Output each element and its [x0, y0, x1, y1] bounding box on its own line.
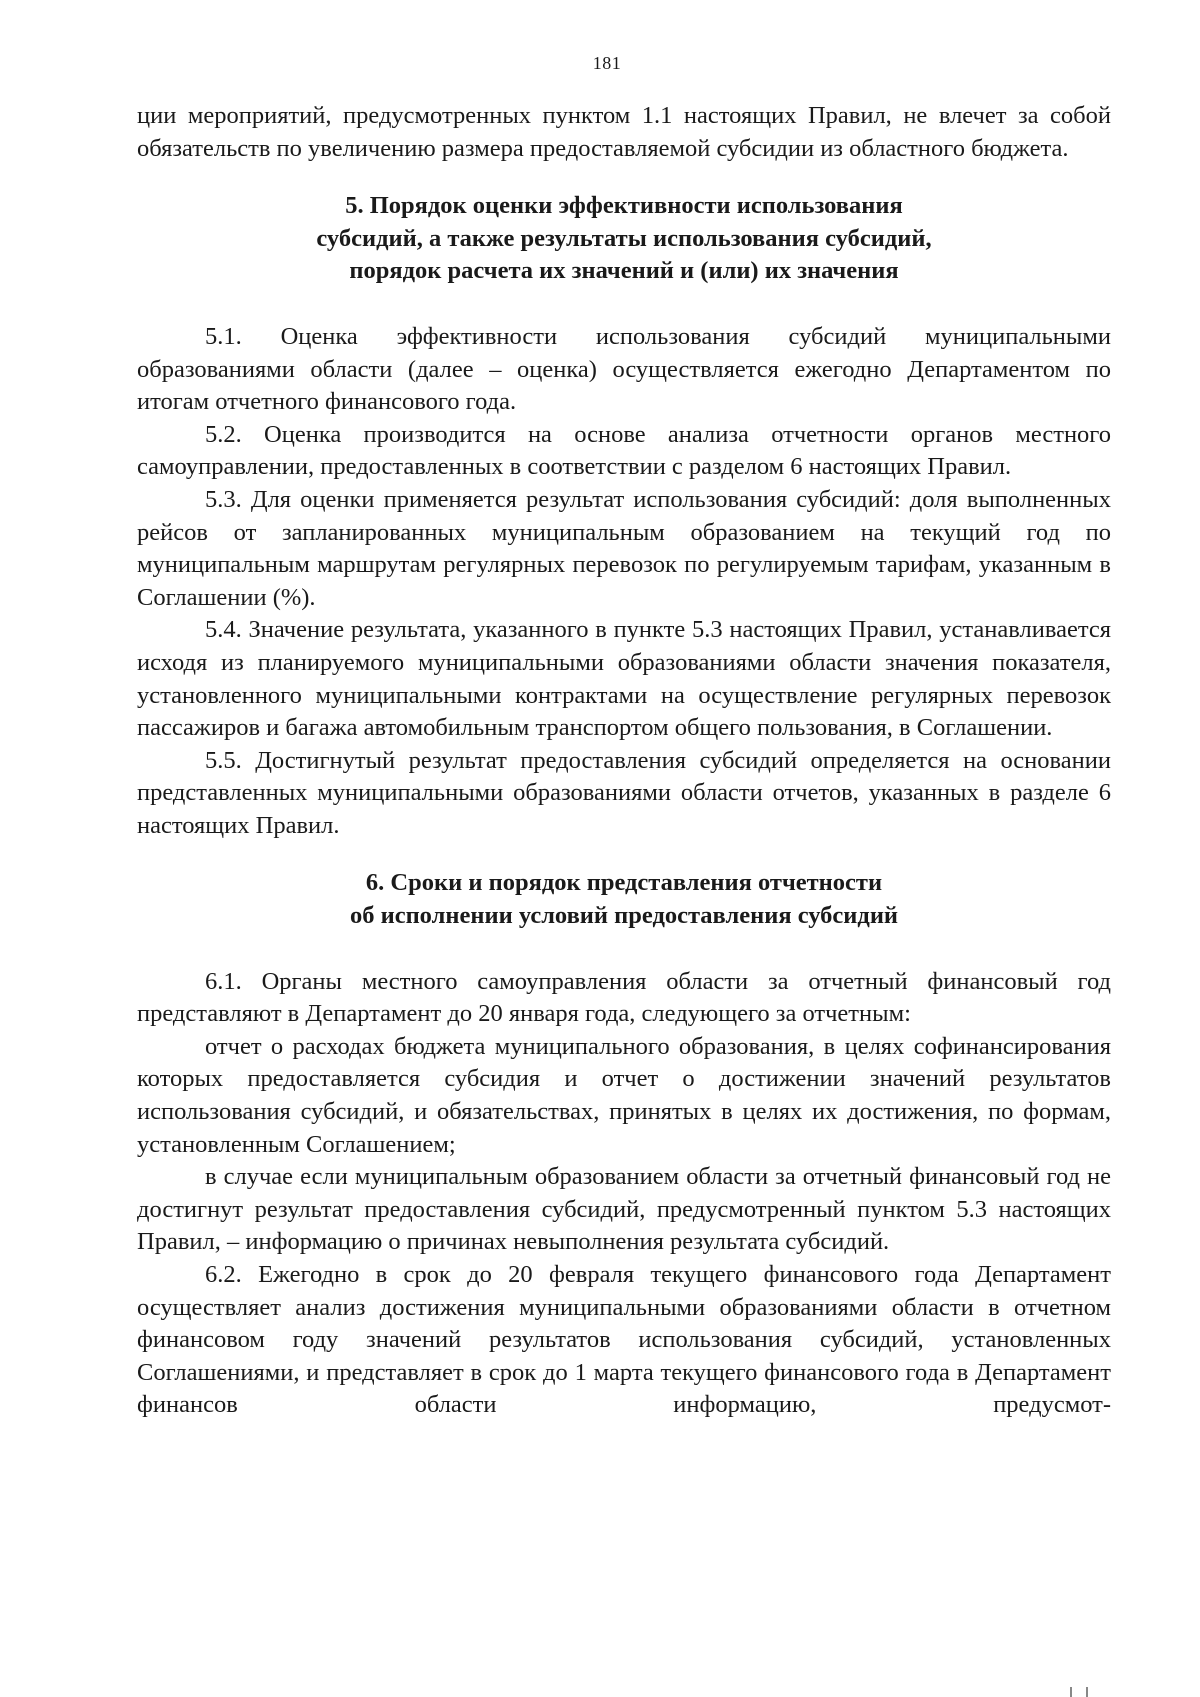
heading-line: об исполнении условий предоставления субсидий	[349, 902, 899, 930]
paragraph-6-1-report: отчет о расходах бюджета муниципального образования, в целях софинансирования которых предоставляется субсидия и отчет о достижении значений результатов использования субсидий, и обязательствах, принятых в целях их достижения, по формам, установленным Соглашением;	[137, 1032, 1111, 1158]
paragraph-5-4: 5.4. Значение результата, указанного в пункте 5.3 настоящих Правил, устанавливается исходя из планируемого муниципальными образованиями области значения показателя, установленного муниципальными контрактами на осуществление регулярных перевозок пассажиров и багажа автомобильным транспортом общего пользования, в Соглашении.	[137, 616, 1111, 742]
paragraph-6-1: 6.1. Органы местного самоуправления области за отчетный финансовый год представляют в Департамент до 20 января года, следующего за отчетным:	[137, 967, 1111, 1028]
section-6-heading	[137, 867, 1111, 932]
scan-edge-mark	[1070, 1687, 1088, 1697]
section-5-heading	[137, 190, 1111, 288]
heading-line: 6. Сроки и порядок представления отчетности	[365, 869, 883, 897]
continuation-paragraph: ции мероприятий, предусмотренных пунктом 1.1 настоящих Правил, не влечет за собой обязательств по увеличению размера предоставляемой субсидии из областного бюджета.	[137, 102, 1111, 162]
heading-line: субсидий, а также результаты использования субсидий,	[316, 224, 932, 252]
heading-line: 5. Порядок оценки эффективности использования	[345, 192, 903, 220]
page-content	[137, 100, 1111, 1422]
paragraph-6-2: 6.2. Ежегодно в срок до 20 февраля текущего финансового года Департамент осуществляет анализ достижения муниципальными образованиями области в отчетном финансовом году значений результатов использования субсидий, установленных Соглашениями, и представляет в срок до 1 марта текущего финансового года в Департамент финансов области информацию, предусмот-	[137, 1261, 1111, 1419]
paragraph-6-1-info: в случае если муниципальным образованием области за отчетный финансовый год не достигнут результат предоставления субсидий, предусмотренный пунктом 5.3 настоящих Правил, – информацию о причинах невыполнения результата субсидий.	[137, 1163, 1111, 1256]
page-number: 181	[592, 53, 622, 73]
paragraph-5-3: 5.3. Для оценки применяется результат использования субсидий: доля выполненных рейсов от запланированных муниципальным образованием на текущий год по муниципальным маршрутам регулярных перевозок по регулируемым тарифам, указанным в Соглашении (%).	[137, 485, 1111, 611]
heading-line: порядок расчета их значений и (или) их значения	[349, 257, 899, 285]
paragraph-5-5: 5.5. Достигнутый результат предоставления субсидий определяется на основании представленных муниципальными образованиями области отчетов, указанных в разделе 6 настоящих Правил.	[137, 746, 1111, 839]
paragraph-5-2: 5.2. Оценка производится на основе анализа отчетности органов местного самоуправлении, предоставленных в соответствии с разделом 6 настоящих Правил.	[137, 420, 1111, 481]
paragraph-5-1: 5.1. Оценка эффективности использования субсидий муниципальными образованиями области (далее – оценка) осуществляется ежегодно Департаментом по итогам отчетного финансового года.	[137, 322, 1111, 416]
